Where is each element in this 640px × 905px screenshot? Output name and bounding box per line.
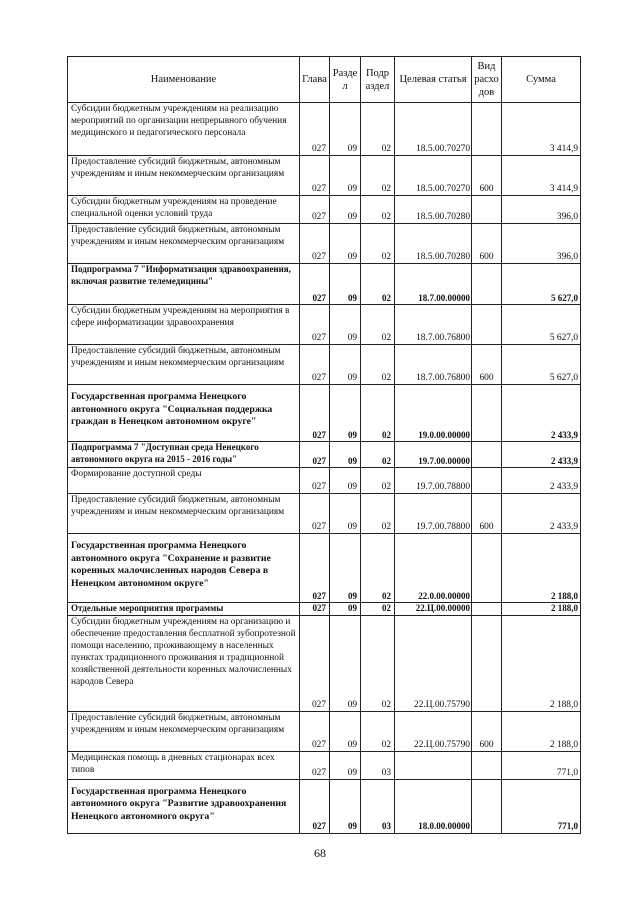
row-name: Государственная программа Ненецкого автономного округа "Социальная поддержка граждан в Ненецком автономном округе" [68, 385, 300, 442]
row-summa: 5 627,0 [502, 264, 581, 305]
row-name: Предоставление субсидий бюджетным, автономным учреждениям и иным некоммерческим организациям [68, 711, 300, 751]
row-glava: 027 [300, 442, 330, 468]
row-celevaya-statya [395, 751, 472, 779]
header-podrazdel: Подр аздел [361, 57, 395, 103]
row-celevaya-statya: 22.Ц.00.75790 [395, 615, 472, 711]
row-summa: 396,0 [502, 196, 581, 224]
header-name: Наименование [68, 57, 300, 103]
page-number: 68 [314, 846, 326, 860]
row-summa: 2 433,9 [502, 442, 581, 468]
budget-table-container [67, 56, 581, 834]
row-razdel: 09 [330, 224, 361, 264]
table-row [68, 385, 581, 442]
row-vid-raskhodov [472, 196, 502, 224]
row-glava: 027 [300, 779, 330, 833]
header-celevaya-statya: Целевая статья [395, 57, 472, 103]
row-razdel: 09 [330, 603, 361, 616]
row-name: Отдельные мероприятия программы [68, 603, 300, 616]
row-vid-raskhodov [472, 751, 502, 779]
table-row [68, 468, 581, 494]
row-vid-raskhodov: 600 [472, 711, 502, 751]
table-row [68, 305, 581, 345]
row-summa: 2 188,0 [502, 603, 581, 616]
row-podrazdel: 02 [361, 615, 395, 711]
budget-table [67, 56, 581, 834]
row-razdel: 09 [330, 103, 361, 156]
table-row [68, 751, 581, 779]
row-glava: 027 [300, 264, 330, 305]
row-podrazdel: 02 [361, 468, 395, 494]
row-podrazdel: 02 [361, 305, 395, 345]
row-glava: 027 [300, 224, 330, 264]
row-podrazdel: 02 [361, 711, 395, 751]
table-header-row [68, 57, 581, 103]
row-celevaya-statya: 18.7.00.00000 [395, 264, 472, 305]
table-row [68, 534, 581, 603]
table-row [68, 264, 581, 305]
row-vid-raskhodov [472, 468, 502, 494]
row-glava: 027 [300, 494, 330, 534]
row-glava: 027 [300, 615, 330, 711]
row-celevaya-statya: 19.7.00.78800 [395, 468, 472, 494]
row-name: Субсидии бюджетным учреждениям на проведение специальной оценки условий труда [68, 196, 300, 224]
row-podrazdel: 02 [361, 103, 395, 156]
row-vid-raskhodov [472, 442, 502, 468]
table-row [68, 494, 581, 534]
row-summa: 2 188,0 [502, 534, 581, 603]
row-celevaya-statya: 18.5.00.70280 [395, 196, 472, 224]
row-summa: 2 188,0 [502, 711, 581, 751]
row-vid-raskhodov: 600 [472, 224, 502, 264]
row-glava: 027 [300, 385, 330, 442]
row-celevaya-statya: 19.7.00.00000 [395, 442, 472, 468]
row-vid-raskhodov [472, 779, 502, 833]
row-name: Предоставление субсидий бюджетным, автономным учреждениям и иным некоммерческим организациям [68, 494, 300, 534]
row-vid-raskhodov [472, 264, 502, 305]
row-vid-raskhodov [472, 534, 502, 603]
row-summa: 3 414,9 [502, 103, 581, 156]
row-celevaya-statya: 18.5.00.70270 [395, 156, 472, 196]
row-name: Государственная программа Ненецкого автономного округа "Развитие здравоохранения Ненецкого автономного округа" [68, 779, 300, 833]
header-glava: Глава [300, 57, 330, 103]
row-razdel: 09 [330, 345, 361, 385]
table-row [68, 196, 581, 224]
row-razdel: 09 [330, 615, 361, 711]
row-celevaya-statya: 22.Ц.00.00000 [395, 603, 472, 616]
row-glava: 027 [300, 534, 330, 603]
row-glava: 027 [300, 603, 330, 616]
row-podrazdel: 02 [361, 534, 395, 603]
row-glava: 027 [300, 711, 330, 751]
row-razdel: 09 [330, 156, 361, 196]
row-celevaya-statya: 19.0.00.00000 [395, 385, 472, 442]
row-razdel: 09 [330, 385, 361, 442]
row-podrazdel: 02 [361, 494, 395, 534]
header-summa: Сумма [502, 57, 581, 103]
row-name: Подпрограмма 7 "Информатизация здравоохранения, включая развитие телемедицины" [68, 264, 300, 305]
row-summa: 396,0 [502, 224, 581, 264]
header-razdel: Разде л [330, 57, 361, 103]
row-name: Формирование доступной среды [68, 468, 300, 494]
row-razdel: 09 [330, 494, 361, 534]
row-name: Субсидии бюджетным учреждениям на реализацию мероприятий по организации непрерывного обучения медицинского и педагогического персонала [68, 103, 300, 156]
row-razdel: 09 [330, 196, 361, 224]
row-celevaya-statya: 22.Ц.00.75790 [395, 711, 472, 751]
row-podrazdel: 02 [361, 385, 395, 442]
row-razdel: 09 [330, 305, 361, 345]
row-celevaya-statya: 18.0.00.00000 [395, 779, 472, 833]
table-row [68, 711, 581, 751]
row-name: Подпрограмма 7 "Доступная среда Ненецкого автономного округа на 2015 - 2016 годы" [68, 442, 300, 468]
row-glava: 027 [300, 196, 330, 224]
row-glava: 027 [300, 468, 330, 494]
row-name: Предоставление субсидий бюджетным, автономным учреждениям и иным некоммерческим организациям [68, 224, 300, 264]
row-razdel: 09 [330, 468, 361, 494]
row-razdel: 09 [330, 751, 361, 779]
row-celevaya-statya: 18.7.00.76800 [395, 345, 472, 385]
row-name: Государственная программа Ненецкого автономного округа "Сохранение и развитие коренных малочисленных народов Севера в Ненецком автономном округе" [68, 534, 300, 603]
row-razdel: 09 [330, 779, 361, 833]
row-summa: 2 433,9 [502, 468, 581, 494]
row-podrazdel: 02 [361, 442, 395, 468]
table-row [68, 615, 581, 711]
row-name: Субсидии бюджетным учреждениям на организацию и обеспечение предоставления бесплатной зубопротезной помощи населению, проживающему в населенных пунктах традиционного проживания и традиционной хозяйственной деятельности коренных малочисленных народов Севера [68, 615, 300, 711]
row-vid-raskhodov [472, 385, 502, 442]
row-glava: 027 [300, 305, 330, 345]
row-glava: 027 [300, 103, 330, 156]
row-summa: 3 414,9 [502, 156, 581, 196]
row-razdel: 09 [330, 711, 361, 751]
table-row [68, 603, 581, 616]
row-summa: 771,0 [502, 751, 581, 779]
row-vid-raskhodov [472, 603, 502, 616]
row-celevaya-statya: 19.7.00.78800 [395, 494, 472, 534]
row-summa: 5 627,0 [502, 345, 581, 385]
row-summa: 771,0 [502, 779, 581, 833]
row-glava: 027 [300, 156, 330, 196]
row-vid-raskhodov: 600 [472, 494, 502, 534]
row-podrazdel: 02 [361, 224, 395, 264]
row-celevaya-statya: 22.0.00.00000 [395, 534, 472, 603]
row-vid-raskhodov: 600 [472, 345, 502, 385]
row-name: Медицинская помощь в дневных стационарах всех типов [68, 751, 300, 779]
row-razdel: 09 [330, 442, 361, 468]
table-row [68, 779, 581, 833]
row-podrazdel: 03 [361, 751, 395, 779]
row-vid-raskhodov [472, 615, 502, 711]
row-celevaya-statya: 18.7.00.76800 [395, 305, 472, 345]
header-vid-raskhodov: Вид расхо дов [472, 57, 502, 103]
row-podrazdel: 02 [361, 603, 395, 616]
table-row [68, 224, 581, 264]
row-name: Субсидии бюджетным учреждениям на мероприятия в сфере информатизации здравоохранения [68, 305, 300, 345]
row-razdel: 09 [330, 264, 361, 305]
row-vid-raskhodov: 600 [472, 156, 502, 196]
row-razdel: 09 [330, 534, 361, 603]
row-glava: 027 [300, 345, 330, 385]
row-podrazdel: 02 [361, 156, 395, 196]
row-podrazdel: 02 [361, 345, 395, 385]
row-vid-raskhodov [472, 305, 502, 345]
table-row [68, 345, 581, 385]
table-row [68, 156, 581, 196]
row-podrazdel: 02 [361, 196, 395, 224]
row-name: Предоставление субсидий бюджетным, автономным учреждениям и иным некоммерческим организациям [68, 345, 300, 385]
row-name: Предоставление субсидий бюджетным, автономным учреждениям и иным некоммерческим организациям [68, 156, 300, 196]
row-glava: 027 [300, 751, 330, 779]
row-summa: 2 433,9 [502, 494, 581, 534]
row-celevaya-statya: 18.5.00.70270 [395, 103, 472, 156]
row-summa: 5 627,0 [502, 305, 581, 345]
table-row [68, 442, 581, 468]
row-summa: 2 188,0 [502, 615, 581, 711]
row-podrazdel: 03 [361, 779, 395, 833]
row-vid-raskhodov [472, 103, 502, 156]
table-row [68, 103, 581, 156]
row-summa: 2 433,9 [502, 385, 581, 442]
row-podrazdel: 02 [361, 264, 395, 305]
row-celevaya-statya: 18.5.00.70280 [395, 224, 472, 264]
